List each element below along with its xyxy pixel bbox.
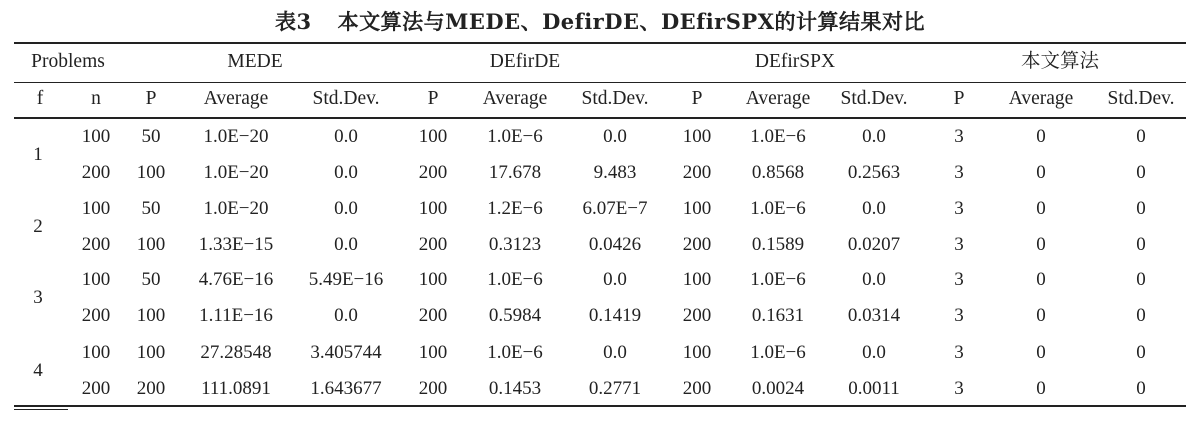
table-cell: 200 — [418, 234, 448, 255]
table-cell: 100 — [81, 126, 111, 147]
table-row — [0, 371, 1200, 407]
table-number: 表3 — [275, 9, 312, 34]
table-cell: 0 — [1036, 126, 1046, 147]
column-header: P — [145, 88, 157, 109]
table-cell: 200 — [81, 305, 111, 326]
table-cell: 1.0E−6 — [487, 342, 543, 363]
table-cell: 200 — [682, 305, 712, 326]
table-cell: 100 — [81, 342, 111, 363]
table-cell: 0 — [1036, 162, 1046, 183]
table-cell: 100 — [136, 162, 166, 183]
table-cell: 1.0E−20 — [203, 198, 269, 219]
table-row — [0, 335, 1200, 371]
table-cell: 1.0E−6 — [487, 269, 543, 290]
table-cell: 100 — [682, 269, 712, 290]
column-header: Std.Dev. — [1107, 88, 1175, 109]
group-header-proposed: 本文算法 — [1020, 51, 1099, 72]
column-header: Std.Dev. — [840, 88, 908, 109]
column-header: n — [91, 88, 101, 109]
table-cell: 9.483 — [593, 162, 637, 183]
table-row — [0, 119, 1200, 155]
table-cell: 0.0 — [334, 234, 358, 255]
table-cell: 200 — [81, 234, 111, 255]
table-cell: 5.49E−16 — [308, 269, 384, 290]
column-header: P — [427, 88, 439, 109]
table-cell: 0.0 — [334, 198, 358, 219]
table-cell: 3 — [954, 269, 964, 290]
column-header: Average — [1008, 88, 1074, 109]
table-row — [0, 262, 1200, 298]
group-header-row — [0, 44, 1200, 80]
table-cell: 0.0 — [603, 342, 627, 363]
table-cell: 50 — [141, 198, 161, 219]
table-cell: 200 — [418, 162, 448, 183]
table-cell: 0 — [1136, 162, 1146, 183]
table-cell: 100 — [418, 342, 448, 363]
table-caption — [0, 6, 1200, 36]
column-header: Average — [745, 88, 811, 109]
table-cell: 200 — [81, 162, 111, 183]
table-cell: 0.1419 — [588, 305, 642, 326]
table-cell: 3 — [954, 342, 964, 363]
table-cell: 200 — [418, 378, 448, 399]
column-header-row — [0, 81, 1200, 117]
table-cell: 50 — [141, 269, 161, 290]
table-cell: 1.2E−6 — [487, 198, 543, 219]
table-cell: 3 — [954, 162, 964, 183]
column-header: Average — [482, 88, 548, 109]
table-cell: 0.2771 — [588, 378, 642, 399]
table-cell: 0.1631 — [751, 305, 805, 326]
table-cell: 1.0E−6 — [750, 198, 806, 219]
group-header-defirspx: DEfirSPX — [754, 51, 836, 72]
table-cell: 100 — [418, 198, 448, 219]
table-cell: 0.0 — [862, 342, 886, 363]
table-cell: 0.0 — [334, 305, 358, 326]
table-cell: 1.0E−20 — [203, 126, 269, 147]
table-cell: 1.0E−6 — [750, 126, 806, 147]
table-cell: 0.0 — [334, 126, 358, 147]
table-cell: 0.1453 — [488, 378, 542, 399]
table-cell: 200 — [418, 305, 448, 326]
table-cell: 3 — [954, 198, 964, 219]
table-cell: 0.0011 — [848, 378, 900, 399]
table-cell: 0.0 — [862, 126, 886, 147]
table-cell: 111.0891 — [201, 378, 271, 399]
table-cell: 100 — [418, 269, 448, 290]
table-cell: 1.0E−20 — [203, 162, 269, 183]
column-header: f — [36, 88, 44, 109]
table-cell: 0 — [1136, 126, 1146, 147]
table-cell: 3 — [954, 234, 964, 255]
table-cell: 0.0 — [603, 126, 627, 147]
table-cell: 1.0E−6 — [750, 342, 806, 363]
table-cell: 0 — [1036, 305, 1046, 326]
table-row — [0, 298, 1200, 334]
table-cell: 200 — [682, 162, 712, 183]
table-cell: 100 — [682, 342, 712, 363]
group-header-problems: Problems — [31, 51, 105, 72]
table-cell: 0 — [1036, 234, 1046, 255]
table-cell: 3 — [954, 378, 964, 399]
table-cell: 0 — [1136, 378, 1146, 399]
problem-f-label: 3 — [33, 287, 43, 308]
group-header-mede: MEDE — [227, 51, 283, 72]
table-cell: 100 — [682, 126, 712, 147]
table-cell: 1.33E−15 — [198, 234, 274, 255]
table-cell: 0 — [1136, 198, 1146, 219]
problem-f-label: 1 — [33, 144, 43, 165]
table-cell: 100 — [418, 126, 448, 147]
column-header: Std.Dev. — [312, 88, 380, 109]
table-title: 本文算法与MEDE、DefirDE、DEfirSPX的计算结果对比 — [337, 9, 925, 34]
table-cell: 0.8568 — [751, 162, 805, 183]
column-header: P — [691, 88, 703, 109]
table-cell: 100 — [81, 198, 111, 219]
table-cell: 3.405744 — [310, 342, 382, 363]
table-cell: 200 — [682, 234, 712, 255]
table-cell: 0 — [1036, 342, 1046, 363]
table-cell: 1.0E−6 — [750, 269, 806, 290]
group-header-defirde: DEfirDE — [489, 51, 561, 72]
table-cell: 100 — [136, 234, 166, 255]
problem-f-label: 4 — [33, 360, 43, 381]
table-cell: 100 — [136, 342, 166, 363]
table-cell: 100 — [136, 305, 166, 326]
table-cell: 0.0426 — [588, 234, 642, 255]
table-cell: 0.0024 — [751, 378, 805, 399]
table-cell: 200 — [81, 378, 111, 399]
table-row — [0, 155, 1200, 191]
column-header: P — [953, 88, 965, 109]
table-cell: 200 — [682, 378, 712, 399]
table-cell: 6.07E−7 — [582, 198, 648, 219]
table-cell: 4.76E−16 — [198, 269, 274, 290]
table-cell: 0 — [1136, 269, 1146, 290]
table-cell: 0.2563 — [847, 162, 901, 183]
table-cell: 27.28548 — [200, 342, 272, 363]
column-header: Average — [203, 88, 269, 109]
table-cell: 1.0E−6 — [487, 126, 543, 147]
table-cell: 0.0314 — [847, 305, 901, 326]
table-cell: 0.0 — [862, 198, 886, 219]
table-cell: 0.0 — [603, 269, 627, 290]
table-cell: 100 — [81, 269, 111, 290]
table-cell: 0.5984 — [488, 305, 542, 326]
table-cell: 0 — [1136, 234, 1146, 255]
table-cell: 100 — [682, 198, 712, 219]
table-row — [0, 227, 1200, 263]
table-cell: 0.0 — [334, 162, 358, 183]
table-cell: 0 — [1036, 378, 1046, 399]
table-cell: 0.0 — [862, 269, 886, 290]
table-cell: 200 — [136, 378, 166, 399]
table-cell: 1.643677 — [310, 378, 382, 399]
problem-f-label: 2 — [33, 216, 43, 237]
table-cell: 1.11E−16 — [199, 305, 273, 326]
table-cell: 3 — [954, 126, 964, 147]
column-header: Std.Dev. — [581, 88, 649, 109]
table-cell: 50 — [141, 126, 161, 147]
table-cell: 0.1589 — [751, 234, 805, 255]
table-cell: 0 — [1036, 269, 1046, 290]
table-cell: 0 — [1136, 305, 1146, 326]
table-row — [0, 191, 1200, 227]
bottom-stub-rule — [14, 409, 68, 410]
table-cell: 3 — [954, 305, 964, 326]
table-cell: 0.0207 — [847, 234, 901, 255]
table-cell: 0.3123 — [488, 234, 542, 255]
table-cell: 0 — [1136, 342, 1146, 363]
table-cell: 0 — [1036, 198, 1046, 219]
table-cell: 17.678 — [488, 162, 542, 183]
